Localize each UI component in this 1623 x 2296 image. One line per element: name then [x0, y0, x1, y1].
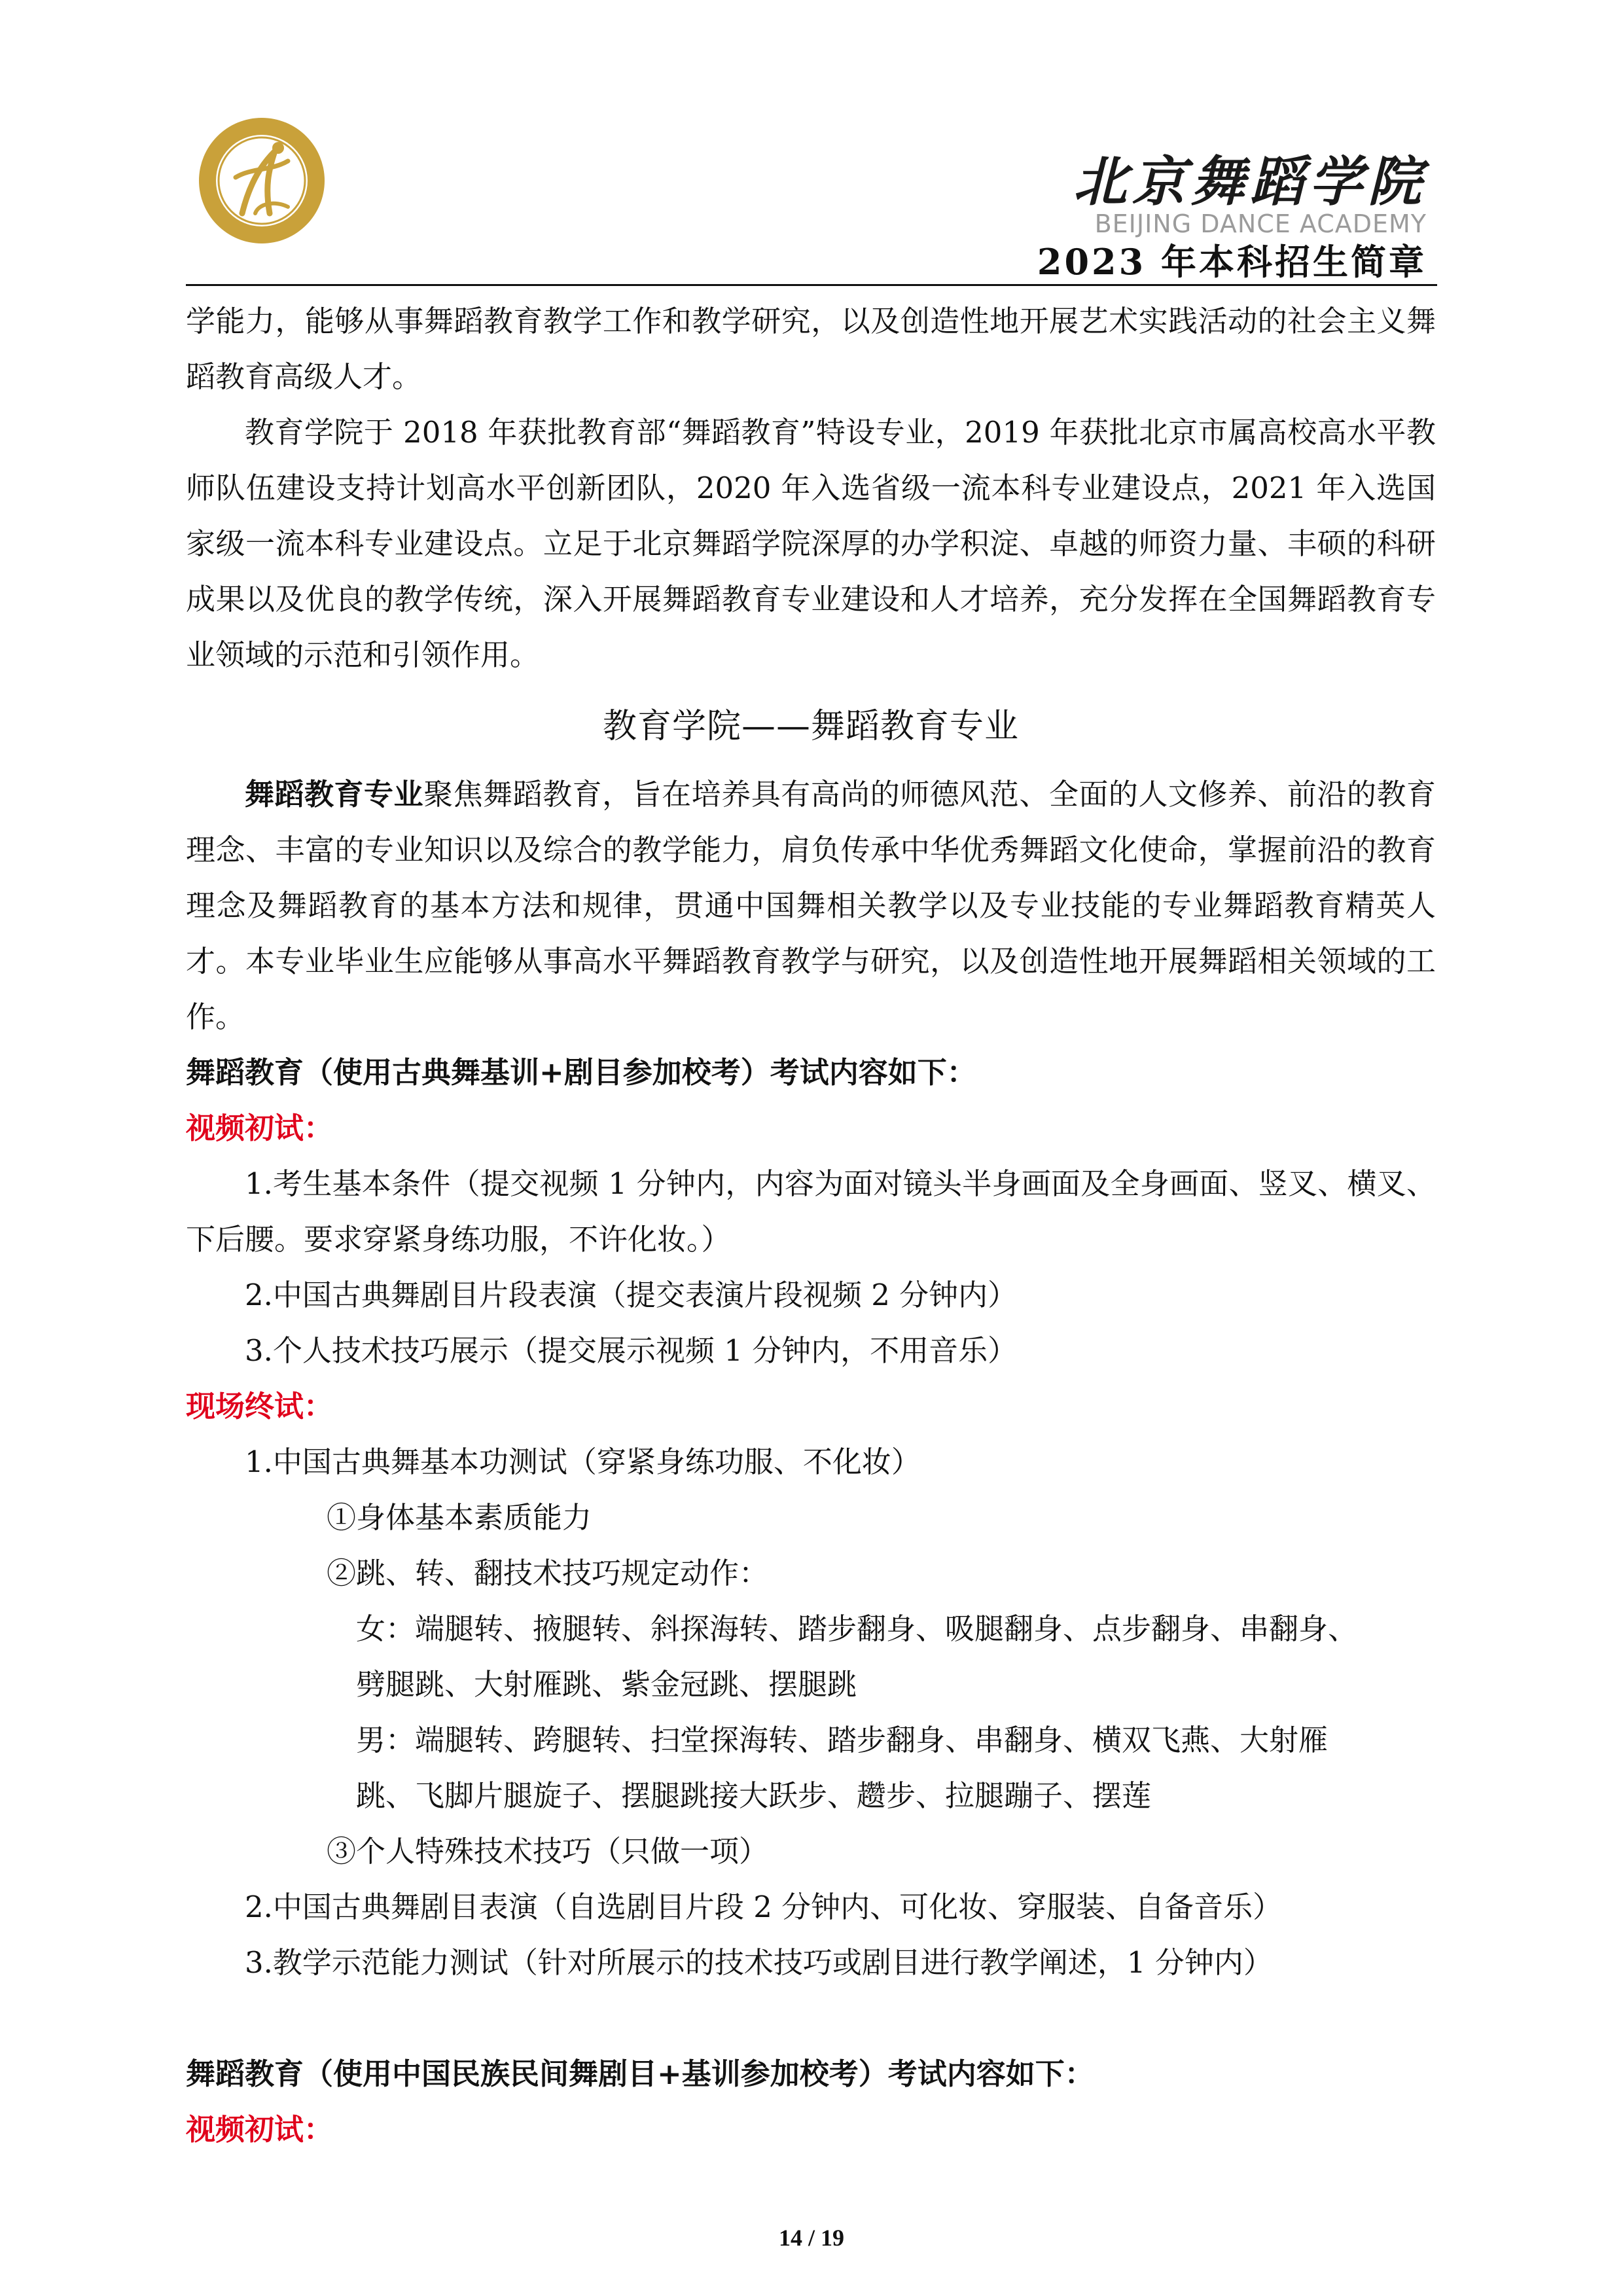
- male-moves-line-1: 男：端腿转、跨腿转、扫堂探海转、踏步翻身、串翻身、横双飞燕、大射雁: [356, 1723, 1329, 1757]
- major-name: 舞蹈教育专业: [245, 777, 424, 812]
- header-rule: [186, 284, 1437, 286]
- exam1-heading: 舞蹈教育（使用古典舞基训+剧目参加校考）考试内容如下：: [186, 1055, 976, 1090]
- paragraph-2: 教育学院于 2018 年获批教育部“舞蹈教育”特设专业，2019 年获批北京市属高校高水平教师队伍建设支持计划高水平创新团队，2020 年入选省级一流本科专业建设点，2021 年入选国家级一流本科专业建设点。立足于北京舞蹈学院深厚的办学积淀、卓越的师资力量、丰硕的科研成果以及优良的教学传统，深入开展舞蹈教育专业建设和人才培养，充分发挥在全国舞蹈教育专业领域的示范和引领作用。: [186, 415, 1436, 672]
- page-number: 14 / 19: [778, 2225, 844, 2251]
- brochure-title: 2023 年本科招生简章: [1037, 241, 1427, 283]
- document-body: [186, 293, 1436, 2157]
- video-item-2: 2.中国古典舞剧目片段表演（提交表演片段视频 2 分钟内）: [245, 1278, 1018, 1312]
- paragraph-1: 学能力，能够从事舞蹈教育教学工作和教学研究，以及创造性地开展艺术实践活动的社会主义舞蹈教育高级人才。: [186, 304, 1436, 394]
- onsite-sub-3: ③个人特殊技术技巧（只做一项）: [327, 1834, 769, 1869]
- brand-name-en: BEIJING DANCE ACADEMY: [1094, 209, 1427, 238]
- major-description: 聚焦舞蹈教育，旨在培养具有高尚的师德风范、全面的人文修养、前沿的教育理念、丰富的专业知识以及综合的教学能力，肩负传承中华优秀舞蹈文化使命，掌握前沿的教育理念及舞蹈教育的基本方法和规律，贯通中国舞相关教学以及专业技能的专业舞蹈教育精英人才。本专业毕业生应能够从事高水平舞蹈教育教学与研究，以及创造性地开展舞蹈相关领域的工作。: [186, 777, 1436, 1034]
- video-round-label-1: 视频初试：: [186, 1111, 334, 1145]
- female-moves-line-1: 女：端腿转、掖腿转、斜探海转、踏步翻身、吸腿翻身、点步翻身、串翻身、: [356, 1611, 1358, 1646]
- onsite-round-label: 现场终试：: [186, 1389, 334, 1424]
- onsite-sub-1: ①身体基本素质能力: [327, 1500, 592, 1535]
- paragraph-3: [186, 766, 1436, 1045]
- exam2-heading: 舞蹈教育（使用中国民族民间舞剧目+基训参加校考）考试内容如下：: [186, 2056, 1094, 2091]
- male-moves-line-2: 跳、飞脚片腿旋子、摆腿跳接大跃步、趱步、拉腿蹦子、摆莲: [356, 1778, 1152, 1813]
- female-moves-line-2: 劈腿跳、大射雁跳、紫金冠跳、摆腿跳: [356, 1667, 857, 1702]
- onsite-sub-2: ②跳、转、翻技术技巧规定动作：: [327, 1556, 769, 1590]
- onsite-item-1: 1.中国古典舞基本功测试（穿紧身练功服、不化妆）: [245, 1444, 921, 1479]
- section-title: 教育学院——舞蹈教育专业: [602, 707, 1019, 746]
- video-round-label-2: 视频初试：: [186, 2112, 334, 2147]
- header-brand: [1037, 152, 1427, 283]
- onsite-item-3: 3.教学示范能力测试（针对所展示的技术技巧或剧目进行教学阐述，1 分钟内）: [245, 1945, 1273, 1980]
- spacer: [186, 1990, 1436, 2046]
- video-item-3: 3.个人技术技巧展示（提交展示视频 1 分钟内，不用音乐）: [245, 1333, 1018, 1368]
- onsite-item-2: 2.中国古典舞剧目表演（自选剧目片段 2 分钟内、可化妆、穿服装、自备音乐）: [245, 1890, 1283, 1924]
- brand-name-cn: 北京舞蹈学院: [1073, 151, 1427, 213]
- academy-logo-icon: [196, 115, 327, 246]
- video-item-1: 1.考生基本条件（提交视频 1 分钟内，内容为面对镜头半身画面及全身画面、竖叉、横叉、下后腰。要求穿紧身练功服，不许化妆。）: [186, 1166, 1436, 1257]
